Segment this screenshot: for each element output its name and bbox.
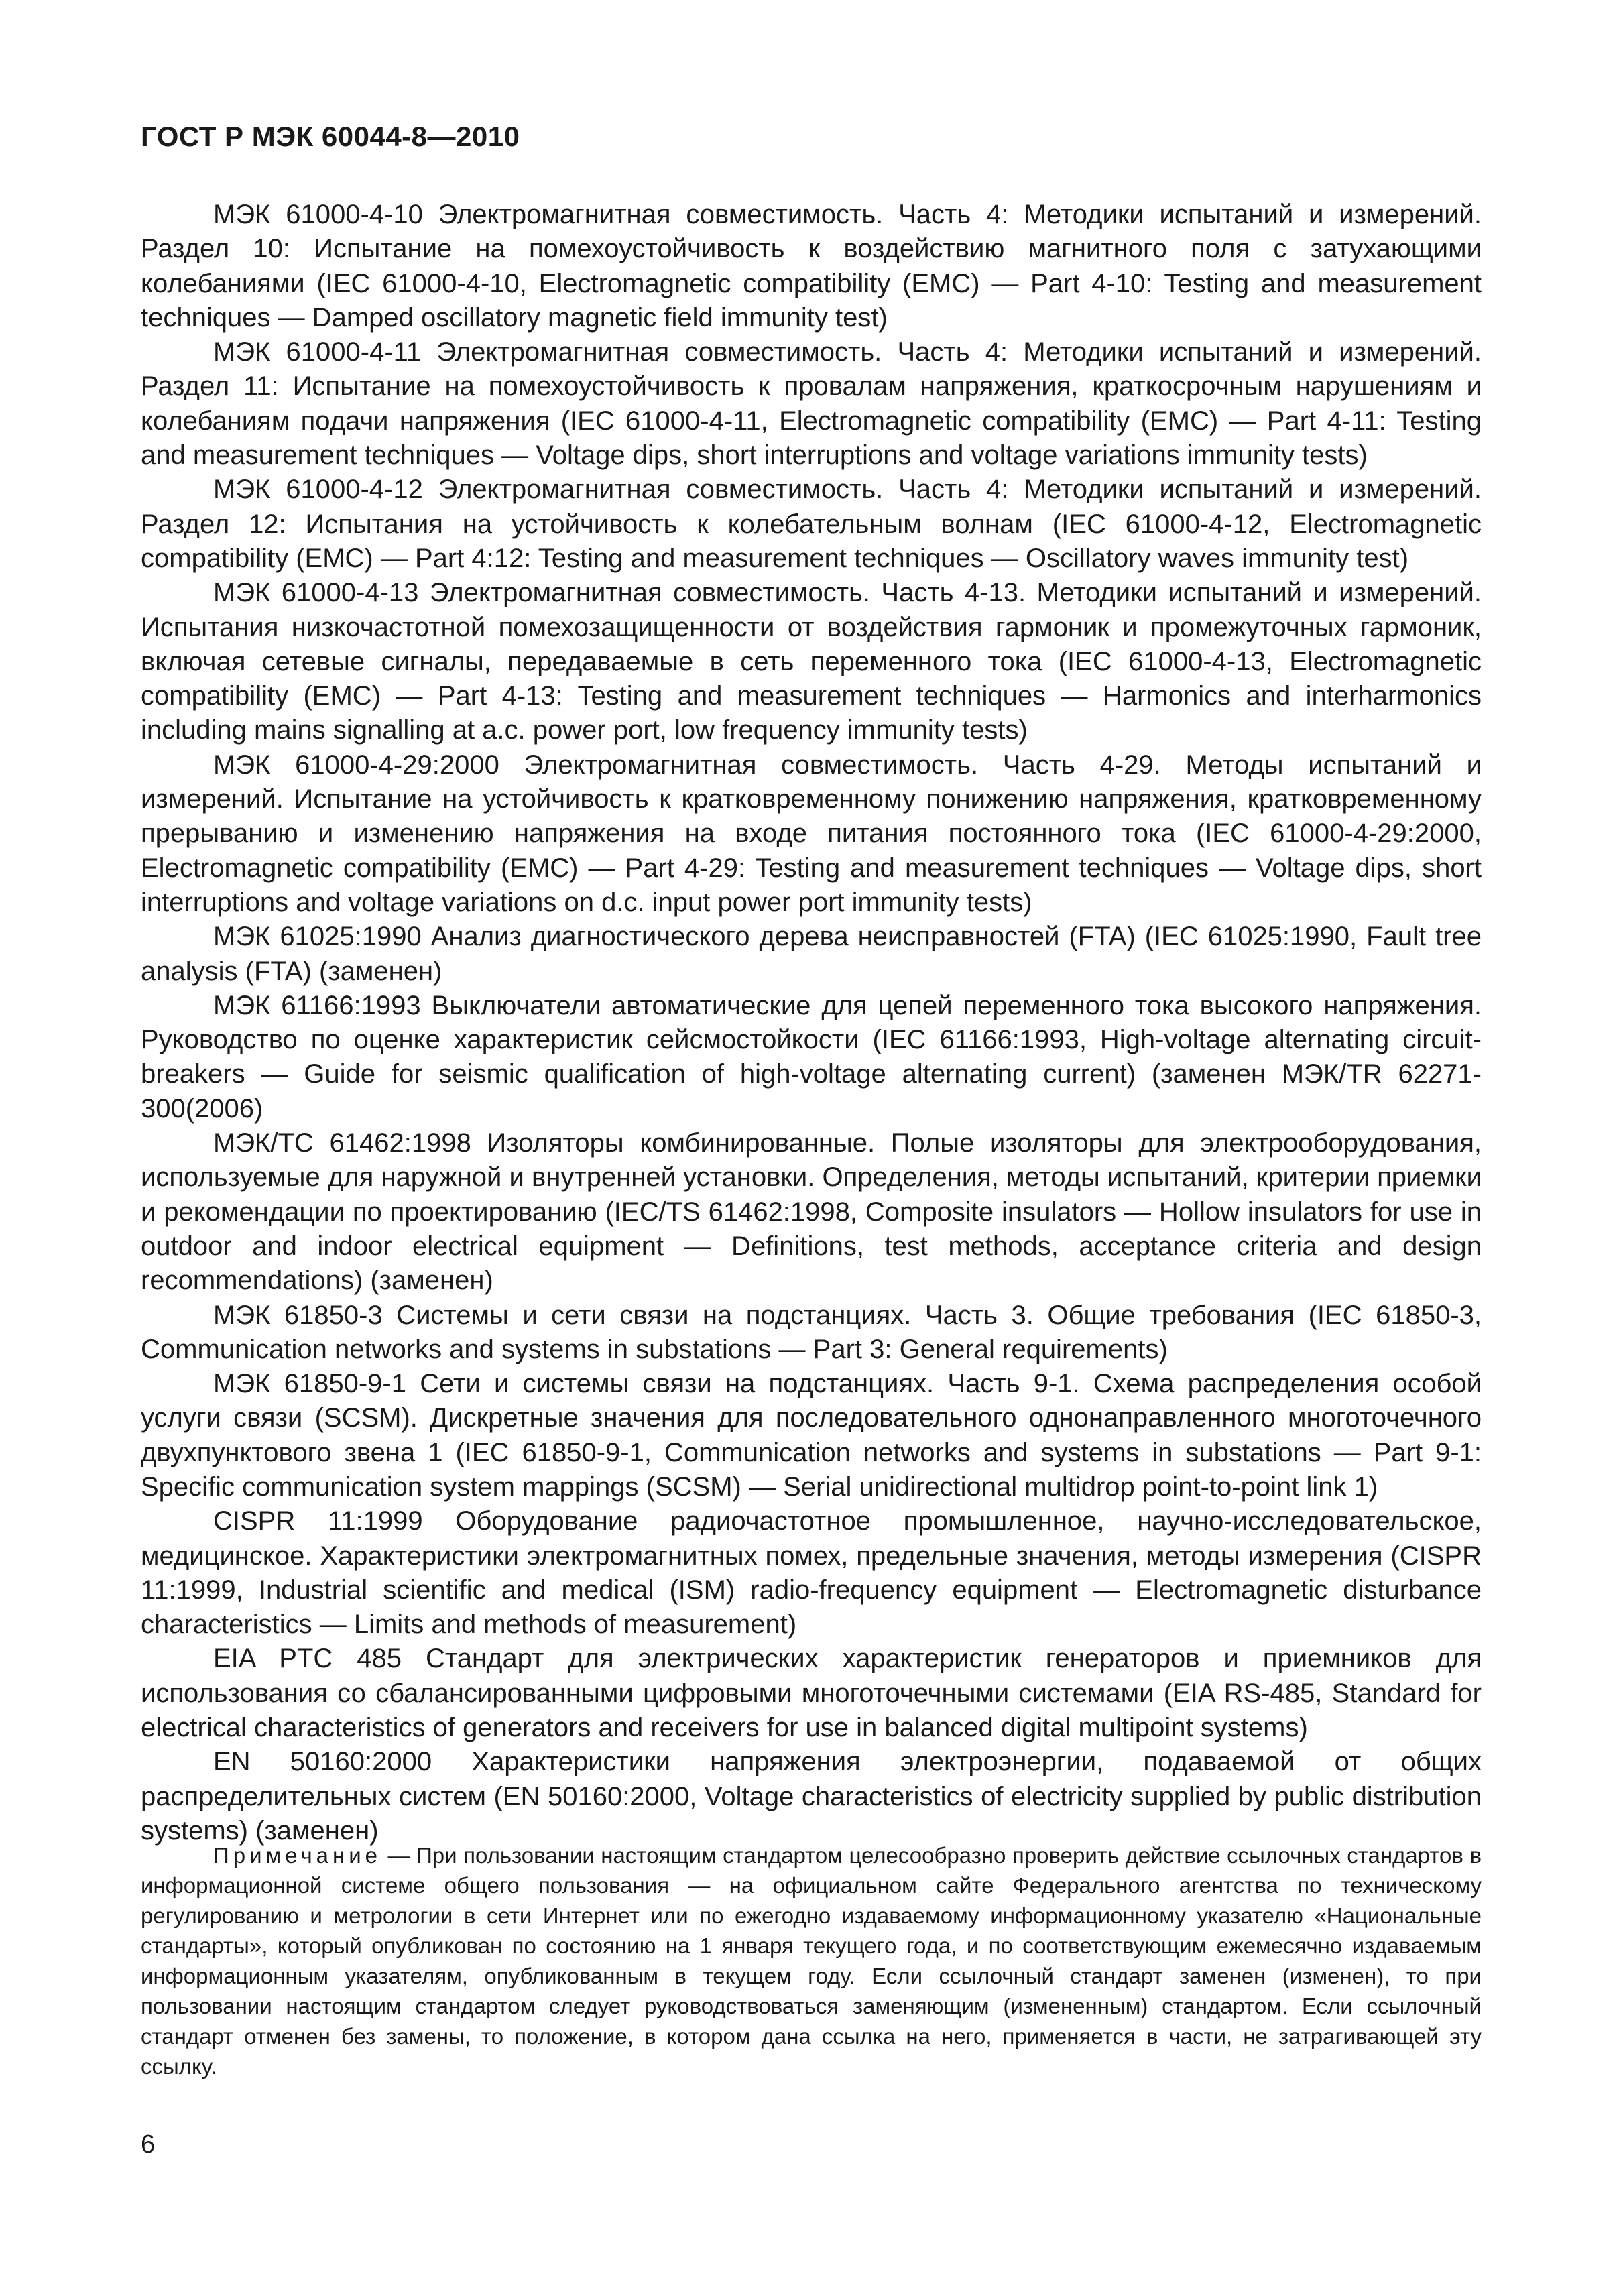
reference-paragraph: EN 50160:2000 Характеристики напряжения электроэнергии, подаваемой от общих распределительных систем (EN 50160:2000, Voltage characteristics of electricity supplied by public distribution systems) (заменен) — [141, 1747, 1482, 1846]
note-label: Примечание — [213, 1843, 382, 1868]
reference-paragraph: EIA PTC 485 Стандарт для электрических характеристик генераторов и приемников для использования со сбалансированными цифровыми многоточечными системами (EIA RS-485, Standard for electrical characteristics of generators and receivers for use in balanced digital multipoint systems) — [141, 1644, 1482, 1743]
reference-paragraph: МЭК/ТС 61462:1998 Изоляторы комбинированные. Полые изоляторы для электрооборудования, используемые для наружной и внутренней установки. Определения, методы испытаний, критерии приемки и рекомендации по проектированию (IEC/TS 61462:1998, Composite insulators — Hollow insulators for use in outdoor and indoor electrical equipment — Definitions, test methods, acceptance criteria and design recommendations) (заменен) — [141, 1128, 1482, 1296]
note-text: — При пользовании настоящим стандартом целесообразно проверить действие ссылочных стандартов в информационной системе общего пользования — на официальном сайте Федерального агентства по техническому регулированию и метрологии в сети Интернет или по ежегодно издаваемому информационному указателю «Национальные стандарты», который опубликован по состоянию на 1 января текущего года, и по соответствующим ежемесячно издаваемым информационным указателям, опубликованным в текущем году. Если ссылочный стандарт заменен (изменен), то при пользовании настоящим стандартом следует руководствоваться заменяющим (измененным) стандартом. Если ссылочный стандарт отменен без замены, то положение, в котором дана ссылка на него, применяется в части, не затрагивающей эту ссылку. — [141, 1843, 1482, 2079]
reference-paragraph: CISPR 11:1999 Оборудование радиочастотное промышленное, научно-исследовательское, медицинское. Характеристики электромагнитных помех, предельные значения, методы измерения (CISPR 11:1999, Industrial scientific and medical (ISM) radio-frequency equipment — Electromagnetic disturbance characteristics — Limits and methods of measurement) — [141, 1506, 1482, 1640]
reference-paragraph: МЭК 61000-4-11 Электромагнитная совместимость. Часть 4: Методики испытаний и измерений. Раздел 11: Испытание на помехоустойчивость к провалам напряжения, краткосрочным нарушениям и колебаниям подачи напряжения (IEC 61000-4-11, Electromagnetic compatibility (EMC) — Part 4-11: Testing and measurement techniques — Voltage dips, short interruptions and voltage variations immunity tests) — [141, 337, 1482, 471]
reference-paragraph: МЭК 61166:1993 Выключатели автоматические для цепей переменного тока высокого напряжения. Руководство по оценке характеристик сейсмостойкости (IEC 61166:1993, High-voltage alternating circuit-breakers — Guide for seismic qualification of high-voltage alternating current) (заменен МЭК/TR 62271-300(2006) — [141, 990, 1482, 1124]
document-header: ГОСТ Р МЭК 60044-8—2010 — [141, 121, 520, 152]
page-number: 6 — [141, 2130, 156, 2159]
reference-paragraph: МЭК 61000-4-29:2000 Электромагнитная совместимость. Часть 4-29. Методы испытаний и измерений. Испытание на устойчивость к кратковременному понижению напряжения, кратковременному прерыванию и изменению напряжения на входе питания постоянного тока (IEC 61000-4-29:2000, Electromagnetic compatibility (EMC) — Part 4-29: Testing and measurement techniques — Voltage dips, short interruptions and voltage variations on d.c. input power port immunity tests) — [141, 749, 1482, 917]
normative-references — [141, 198, 1482, 1848]
reference-paragraph: МЭК 61000-4-12 Электромагнитная совместимость. Часть 4: Методики испытаний и измерений. Раздел 12: Испытания на устойчивость к колебательным волнам (IEC 61000-4-12, Electromagnetic compatibility (EMC) — Part 4:12: Testing and measurement techniques — Oscillatory waves immunity test) — [141, 475, 1482, 573]
note-paragraph — [141, 1840, 1482, 2081]
reference-paragraph: МЭК 61000-4-10 Электромагнитная совместимость. Часть 4: Методики испытаний и измерений. Раздел 10: Испытание на помехоустойчивость к воздействию магнитного поля с затухающими колебаниями (IEC 61000-4-10, Electromagnetic compatibility (EMC) — Part 4-10: Testing and measurement techniques — Damped oscillatory magnetic field immunity test) — [141, 200, 1482, 333]
reference-paragraph: МЭК 61025:1990 Анализ диагностического дерева неисправностей (FTA) (IEC 61025:1990, Fault tree analysis (FTA) (заменен) — [141, 922, 1482, 986]
note-block — [141, 1840, 1482, 2081]
reference-paragraph: МЭК 61850-9-1 Сети и системы связи на подстанциях. Часть 9-1. Схема распределения особой услуги связи (SCSM). Дискретные значения для последовательного однонаправленного многоточечного двухпунктового звена 1 (IEC 61850-9-1, Communication networks and systems in substations — Part 9-1: Specific communication system mappings (SCSM) — Serial unidirectional multidrop point-to-point link 1) — [141, 1369, 1482, 1502]
reference-paragraph: МЭК 61850-3 Системы и сети связи на подстанциях. Часть 3. Общие требования (IEC 61850-3, Communication networks and systems in substations — Part 3: General requirements) — [141, 1300, 1482, 1364]
reference-paragraph: МЭК 61000-4-13 Электромагнитная совместимость. Часть 4-13. Методики испытаний и измерений. Испытания низкочастотной помехозащищенности от воздействия гармоник и промежуточных гармоник, включая сетевые сигналы, передаваемые в сеть переменного тока (IEC 61000-4-13, Electromagnetic compatibility (EMC) — Part 4-13: Testing and measurement techniques — Harmonics and interharmonics including mains signalling at a.c. power port, low frequency immunity tests) — [141, 578, 1482, 745]
